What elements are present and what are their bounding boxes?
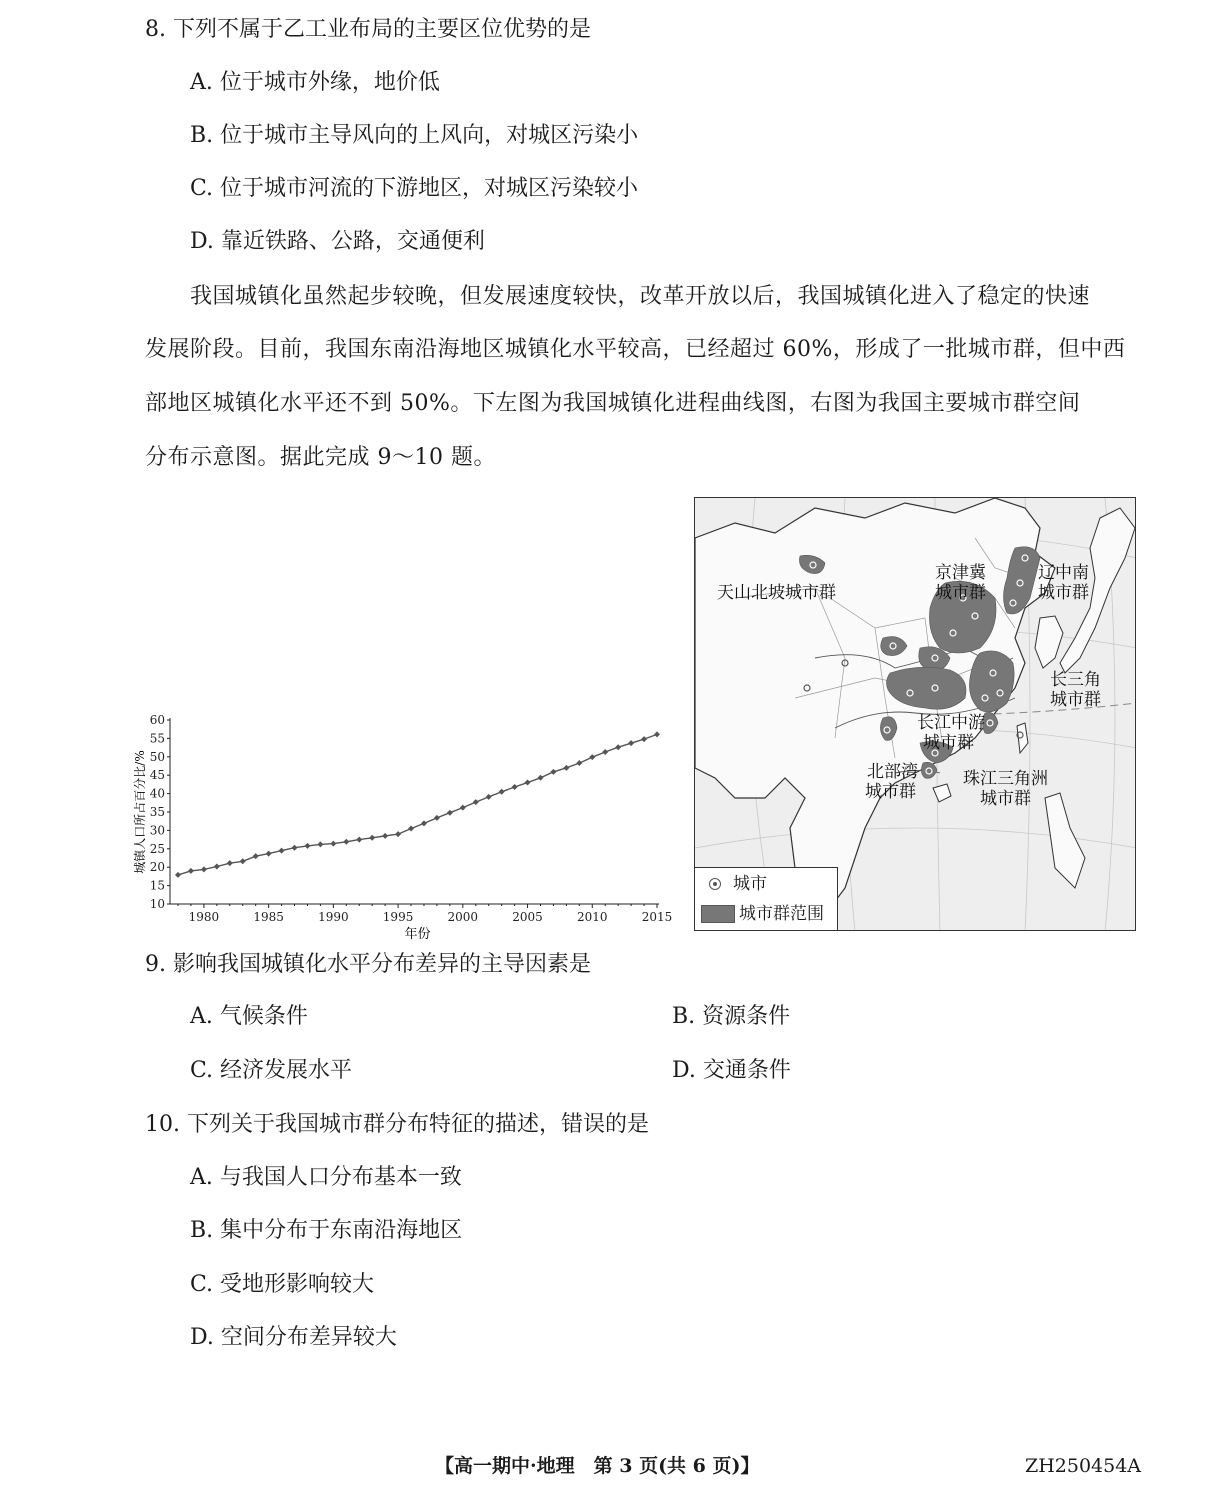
- q10-option-d: D. 空间分布差异较大: [190, 1325, 397, 1350]
- y-tick-label: 10: [149, 897, 165, 911]
- x-tick-label: 2005: [512, 910, 543, 924]
- data-point: [330, 841, 336, 847]
- q8-stem: 8. 下列不属于乙工业布局的主要区位优势的是: [145, 17, 591, 42]
- y-tick-label: 50: [149, 749, 165, 764]
- data-point: [214, 863, 220, 869]
- passage-line-3: 部地区城镇化水平还不到 50%。下左图为我国城镇化进程曲线图，右图为我国主要城市群空间: [145, 391, 1081, 416]
- q9-option-a: A. 气候条件: [190, 1004, 308, 1029]
- label-changjiang-1: 长江中游: [917, 713, 985, 733]
- passage-line-2: 发展阶段。目前，我国东南沿海地区城镇化水平较高，已经超过 60%，形成了一批城市群，但中西: [145, 337, 1126, 362]
- data-point: [537, 775, 543, 781]
- chart-points: [175, 731, 660, 878]
- series-line: [178, 734, 657, 875]
- label-zhujiang-2: 城市群: [980, 789, 1031, 809]
- data-point: [615, 744, 621, 750]
- y-tick-label: 30: [149, 823, 165, 838]
- data-point: [512, 784, 518, 790]
- data-point: [343, 839, 349, 845]
- x-tick-label: 1980: [188, 910, 220, 924]
- data-point: [486, 794, 492, 800]
- data-point: [499, 789, 505, 795]
- data-point: [279, 848, 285, 854]
- data-point: [382, 833, 388, 839]
- label-liaozhongnan-1: 辽中南: [1038, 563, 1089, 583]
- q8-option-c: C. 位于城市河流的下游地区，对城区污染较小: [190, 176, 639, 201]
- data-point: [304, 843, 310, 849]
- x-tick-label: 1995: [382, 910, 414, 924]
- data-point: [408, 826, 414, 832]
- label-liaozhongnan-2: 城市群: [1038, 583, 1089, 603]
- y-tick-label: 15: [149, 878, 165, 893]
- passage-line-4: 分布示意图。据此完成 9～10 题。: [145, 445, 496, 470]
- data-point: [460, 805, 466, 811]
- label-jingjinji-1: 京津冀: [935, 563, 986, 583]
- chart-axes: [170, 718, 659, 904]
- data-point: [563, 765, 569, 771]
- q10-option-a: A. 与我国人口分布基本一致: [190, 1165, 462, 1190]
- label-tianshan: 天山北坡城市群: [717, 583, 836, 603]
- y-tick-label: 45: [149, 768, 165, 783]
- q9-option-b: B. 资源条件: [672, 1004, 791, 1029]
- map-legend: [695, 867, 838, 930]
- legend-row-cluster: [701, 904, 824, 924]
- q10-option-c: C. 受地形影响较大: [190, 1272, 375, 1297]
- data-point: [576, 760, 582, 766]
- data-point: [434, 815, 440, 821]
- y-tick-label: 35: [149, 805, 165, 819]
- passage-line-1: 我国城镇化虽然起步较晚，但发展速度较快，改革开放以后，我国城镇化进入了稳定的快速: [190, 284, 1091, 309]
- label-beibuwan-1: 北部湾: [867, 762, 918, 782]
- y-tick-label: 40: [149, 786, 165, 801]
- q9-option-c: C. 经济发展水平: [190, 1058, 353, 1083]
- y-tick-label: 25: [149, 841, 165, 856]
- data-point: [602, 749, 608, 755]
- y-tick-label: 55: [149, 731, 165, 746]
- data-point: [201, 866, 207, 872]
- data-point: [188, 868, 194, 874]
- data-point: [175, 872, 181, 878]
- data-point: [317, 841, 323, 847]
- q8-option-d: D. 靠近铁路、公路，交通便利: [190, 229, 485, 254]
- legend-row-city: [703, 874, 767, 894]
- urbanization-chart: [130, 705, 675, 945]
- data-point: [266, 851, 272, 857]
- chart-x-ticks: [178, 904, 672, 924]
- chart-y-ticks: [150, 713, 170, 911]
- q9-stem: 9. 影响我国城镇化水平分布差异的主导因素是: [145, 952, 591, 977]
- data-point: [589, 754, 595, 760]
- legend-cluster-label: 城市群范围: [739, 904, 824, 924]
- data-point: [447, 810, 453, 816]
- document-code: ZH250454A: [1025, 1455, 1142, 1477]
- data-point: [641, 736, 647, 742]
- label-changsanjiao-2: 城市群: [1050, 690, 1101, 710]
- cluster-changsanjiao: [969, 651, 1014, 712]
- label-beibuwan-2: 城市群: [865, 782, 916, 802]
- data-point: [253, 853, 259, 859]
- q10-stem: 10. 下列关于我国城市群分布特征的描述，错误的是: [145, 1112, 649, 1137]
- data-point: [356, 837, 362, 843]
- data-point: [473, 799, 479, 805]
- data-point: [395, 831, 401, 837]
- q8-option-b: B. 位于城市主导风向的上风向，对城区污染小: [190, 123, 639, 148]
- x-tick-label: 2000: [447, 910, 479, 924]
- data-point: [369, 835, 375, 841]
- data-point: [525, 780, 531, 786]
- page-footer: 【高一期中·地理 第 3 页(共 6 页)】: [435, 1455, 760, 1477]
- city-dot-icon: [709, 878, 721, 890]
- chart-y-label: 城镇人口所占百分比/%: [133, 750, 147, 874]
- city-cluster-map: [694, 497, 1136, 931]
- q9-option-d: D. 交通条件: [672, 1058, 791, 1083]
- data-point: [240, 858, 246, 864]
- x-tick-label: 1985: [253, 910, 284, 924]
- data-point: [421, 820, 427, 826]
- urbanization-chart-svg: [130, 705, 675, 945]
- y-tick-label: 60: [149, 713, 165, 727]
- x-tick-label: 2010: [576, 910, 608, 924]
- q8-option-a: A. 位于城市外缘，地价低: [190, 70, 440, 95]
- data-point: [292, 845, 298, 851]
- y-tick-label: 20: [149, 860, 165, 875]
- x-tick-label: 1990: [318, 910, 349, 924]
- data-point: [628, 740, 634, 746]
- label-zhujiang-1: 珠江三角洲: [963, 769, 1048, 789]
- label-changjiang-2: 城市群: [923, 733, 974, 753]
- q10-option-b: B. 集中分布于东南沿海地区: [190, 1218, 463, 1243]
- data-point: [227, 860, 233, 866]
- x-tick-label: 2015: [641, 910, 673, 924]
- chart-x-label: 年份: [404, 927, 431, 942]
- label-changsanjiao-1: 长三角: [1050, 670, 1101, 690]
- label-jingjinji-2: 城市群: [935, 583, 986, 603]
- data-point: [654, 731, 660, 737]
- cluster-swatch-icon: [701, 905, 735, 923]
- data-point: [550, 769, 556, 775]
- legend-city-label: 城市: [733, 874, 767, 894]
